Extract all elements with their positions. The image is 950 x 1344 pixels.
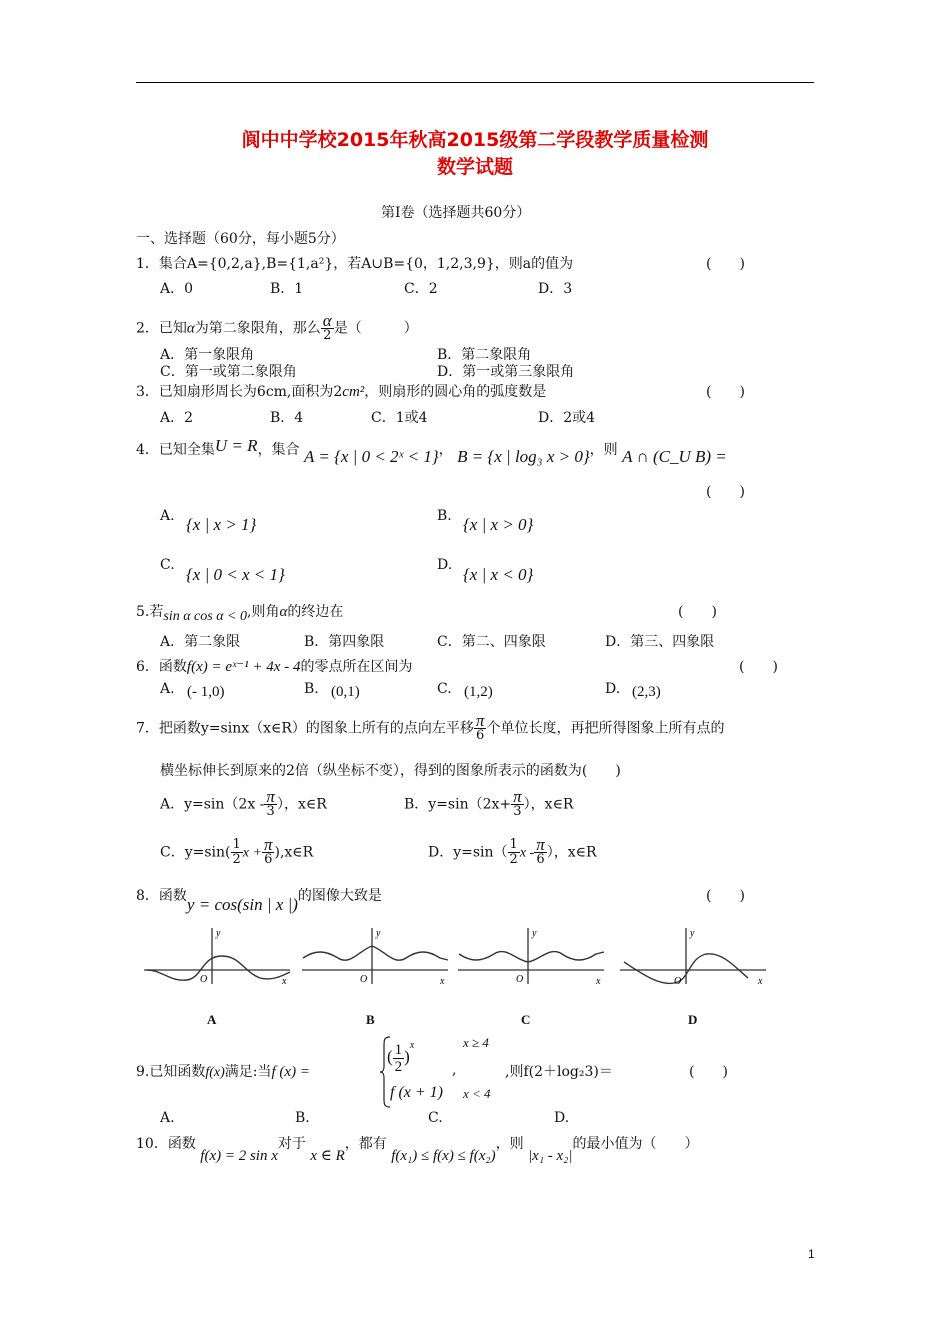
q8-graph-b-label: B xyxy=(366,1012,375,1027)
x-axis-label: x xyxy=(596,976,601,986)
curve xyxy=(147,956,290,980)
q7-option-b: B．y=sin（2x+ $\frac{\pi}{3}$ ），x∈R xyxy=(404,787,574,819)
q4-option-c: {x | 0 < x < 1} xyxy=(186,565,285,584)
q1-answer-paren: ( ) xyxy=(706,256,745,272)
y-axis-label: y xyxy=(376,928,381,939)
q8-answer-paren: ( ) xyxy=(706,888,745,904)
q3-option-b: B．4 xyxy=(270,410,304,426)
curve xyxy=(303,946,448,960)
q4-option-b-label: B. xyxy=(437,508,452,524)
q4-option-b: {x | x > 0} xyxy=(463,515,534,534)
q4-option-c-label: C. xyxy=(160,557,175,573)
q2-option-c: C．第一或第二象限角 xyxy=(160,364,297,380)
q6-option-a-label: A. xyxy=(160,681,175,697)
q7-line2: 横坐标伸长到原来的2倍（纵坐标不变），得到的图象所表示的函数为( ) xyxy=(160,763,621,779)
section-heading: 第Ⅰ卷（选择题共60分） xyxy=(381,205,531,221)
q9-option-b: B. xyxy=(295,1110,310,1126)
q6-stem: 6．函数f(x) = eˣ⁻¹ + 4x - 4的零点所在区间为 xyxy=(136,659,413,675)
q9-option-d: D. xyxy=(554,1110,570,1126)
q6-option-b: (0,1) xyxy=(331,684,360,700)
q4-option-d: {x | x < 0} xyxy=(463,565,534,584)
q9-case2-expr: f (x + 1) xyxy=(390,1084,443,1101)
q6-answer-paren: ( ) xyxy=(739,659,778,675)
x-axis-label: x xyxy=(440,976,445,986)
q8-graph-b xyxy=(300,926,450,986)
q8-graph-d-label: D xyxy=(688,1012,698,1027)
q9-case1-cond: x ≥ 4 xyxy=(463,1035,489,1050)
page-number: 1 xyxy=(808,1247,815,1261)
q2-option-a: A．第一象限角 xyxy=(160,347,255,363)
q8-graph-c xyxy=(456,926,606,986)
part-heading: 一、选择题（60分，每小题5分） xyxy=(136,231,345,247)
q7-option-c: C．y=sin( $\frac{1}{2}$ x + $\frac{\pi}{6}$ ),x∈R xyxy=(160,835,314,867)
q7-option-a: A．y=sin（2x - $\frac{\pi}{3}$ ），x∈R xyxy=(160,787,327,819)
y-axis-label: y xyxy=(690,928,695,939)
q10-stem: 10．函数 f(x) = 2 sin x对于 x ∈ R，都有 f(x₁) ≤ f(x) ≤ f(x₂)，则 |x₁ - x₂|的最小值为（ ） xyxy=(136,1136,699,1164)
origin-label: O xyxy=(200,974,208,985)
q8-graph-a xyxy=(142,926,292,986)
x-axis-label: x xyxy=(758,976,763,986)
q5-option-a: A．第二象限 xyxy=(160,634,241,650)
q3-answer-paren: ( ) xyxy=(706,384,745,400)
q5-answer-paren: ( ) xyxy=(678,604,717,620)
q1-option-c: C．2 xyxy=(404,281,438,297)
q9-option-a: A. xyxy=(160,1110,175,1126)
q9-case1-expr: ( $\frac{1}{2}$ )$^x$ xyxy=(387,1040,415,1075)
q6-option-d: (2,3) xyxy=(632,684,661,700)
curve xyxy=(459,952,604,962)
q3-stem: 3．已知扇形周长为6cm,面积为2cm²，则扇形的圆心角的弧度数是 xyxy=(136,384,547,400)
q3-option-c: C．1或4 xyxy=(371,410,428,426)
q8-graph-c-label: C xyxy=(521,1012,531,1027)
exam-title: 阆中中学校2015年秋高2015级第二学段教学质量检测 xyxy=(241,129,709,151)
origin-label: O xyxy=(516,974,524,985)
q4-option-d-label: D. xyxy=(437,557,453,573)
q2-option-b: B．第二象限角 xyxy=(437,347,532,363)
origin-label: O xyxy=(674,976,682,986)
exam-subtitle: 数学试题 xyxy=(436,156,513,178)
y-axis-label: y xyxy=(532,928,537,939)
q5-option-d: D．第三、四象限 xyxy=(605,634,715,650)
q1-option-d: D．3 xyxy=(538,281,573,297)
q9-case2-cond: x < 4 xyxy=(463,1086,491,1101)
q1-stem: 1．集合A={0,2,a},B={1,a²}，若A∪B={0，1,2,3,9}，则a的值为 xyxy=(136,256,574,272)
q9-answer-paren: ( ) xyxy=(689,1064,728,1080)
x-axis-label: x xyxy=(282,976,287,986)
q5-option-c: C．第二、四象限 xyxy=(437,634,546,650)
q3-option-d: D．2或4 xyxy=(538,410,596,426)
q4-option-a-label: A. xyxy=(160,508,175,524)
q9-comma: , xyxy=(452,1062,457,1078)
q5-stem: 5.若sin α cos α < 0,则角α的终边在 xyxy=(136,604,344,624)
q2-stem: 2．已知α为第二象限角，那么 $\frac{\alpha}{2}$ 是（ ） xyxy=(136,311,418,343)
q5-option-b: B．第四象限 xyxy=(304,634,385,650)
q7-line1: 7．把函数y=sinx（x∈R）的图象上所有的点向左平移 $\frac{\pi}{6}$ 个单位长度，再把所得图象上所有点的 xyxy=(136,711,725,743)
q9-stem-left: 9.已知函数f(x)满足:当f (x) = xyxy=(136,1064,310,1080)
q8-graph-a-label: A xyxy=(207,1012,217,1027)
q8-stem: 8．函数y = cos(sin | x |)的图像大致是 xyxy=(136,888,382,914)
q6-option-b-label: B. xyxy=(304,681,319,697)
q4-answer-paren: ( ) xyxy=(706,484,745,500)
q9-option-c: C. xyxy=(428,1110,443,1126)
q6-option-a: (- 1,0) xyxy=(187,684,225,700)
q9-stem-right: ,则f(2＋log₂3)＝ xyxy=(505,1064,613,1080)
header-rule xyxy=(136,82,814,83)
q8-graph-d xyxy=(618,926,768,986)
q6-option-c: (1,2) xyxy=(464,684,493,700)
q4-option-a: {x | x > 1} xyxy=(186,515,257,534)
q4-stem: 4．已知全集U = R，集合 A = {x | 0 < 2ˣ < 1}， B = {x | log₃ x > 0}，则 A ∩ (C_U B) = xyxy=(136,436,727,466)
y-axis-label: y xyxy=(216,928,221,939)
q2-option-d: D．第一或第三象限角 xyxy=(437,364,575,380)
q6-option-d-label: D. xyxy=(605,681,621,697)
q6-option-c-label: C. xyxy=(437,681,452,697)
q2-fraction: $\frac{\alpha}{2}$ xyxy=(322,311,332,343)
q1-option-a: A．0 xyxy=(160,281,194,297)
origin-label: O xyxy=(360,974,368,985)
q7-shift-fraction: $\frac{\pi}{6}$ xyxy=(475,711,485,743)
q3-option-a: A．2 xyxy=(160,410,194,426)
q1-option-b: B．1 xyxy=(270,281,304,297)
q7-option-d: D．y=sin（ $\frac{1}{2}$ x - $\frac{\pi}{6}$ ），x∈R xyxy=(428,835,597,867)
